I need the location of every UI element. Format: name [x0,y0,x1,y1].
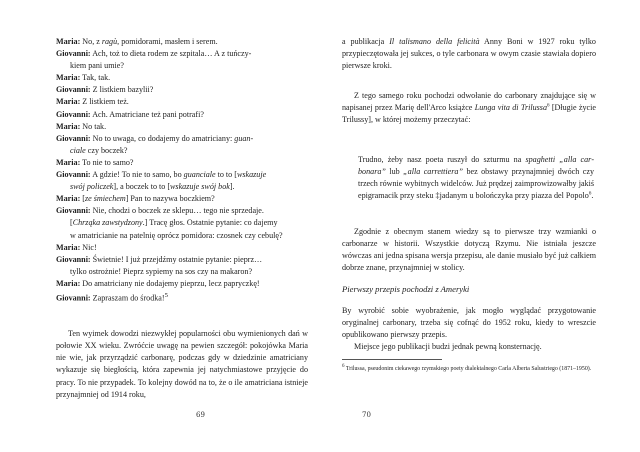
speaker-name: Maria: [56,121,81,131]
speaker-name: Giovanni: [56,293,91,303]
dialogue-line-continuation [56,230,308,242]
left-page-paragraph [56,328,308,401]
right-paragraph-4 [342,305,596,354]
dialogue-line [56,193,308,205]
dialogue-line [56,242,308,254]
footnote-text: Trilussa, pseudonim ciekawego rzymskiego poety dialektalnego Carla Alberta Salustriego (1871–1950). [344,366,592,372]
speaker-name: Giovanni: [56,170,91,180]
footnote-divider [342,359,442,360]
dialogue-line [56,278,308,290]
dialogue-line [56,157,308,169]
dialogue-text: Zapraszam do środka! [90,293,165,303]
paragraph-text: By wyrobić sobie wyobrażenie, jak mogło wyglądać przygotowanie oryginalnej carbonary, trzeba się cofnąć do 1952 roku, kiedy to wreszcie opublikowano pierwszy przepis. [342,306,596,340]
footnote [342,365,596,373]
dialogue-text: w amatricianie na patelnię oprócz pomidora: czosnek czy cebulę? [70,230,283,240]
quote-emphasis: spaghetti „alla carbonara” [358,155,595,177]
speaker-name: Maria: [56,278,81,288]
dialogue-text: Świetnie! I już przejdźmy ostatnie pytanie: pieprz… [90,254,263,264]
dialogue-text: czy boczek? [85,145,128,155]
text: Z tego samego roku pochodzi odwołanie do carbonary znajdujące się w napisanej przez Marię dell'Arco książce [342,91,596,113]
dialogue-line [56,254,308,266]
dialogue-line [56,121,308,133]
dialogue-emphasis: ze śmiechem [85,194,126,204]
dialogue-text: [ [70,218,73,228]
dialogue-text: Ach, toż to dieta rodem ze szpitala… A z tuńczy- [90,49,252,59]
dialogue-line [56,109,308,121]
dialogue-line-continuation [56,266,308,278]
footnote-ref: 5 [164,291,168,299]
dialogue-emphasis: wskazuje swój bok [170,182,230,192]
dialogue-line [56,133,308,145]
quote-emphasis: „alla carrettiera” [403,167,463,177]
dialogue-line [56,84,308,96]
dialogue-text: to to [ [215,170,237,180]
dialogue-emphasis: guan- [234,133,254,143]
dialogue-text: ]. [229,182,235,192]
dialogue-text: Nic! [80,242,97,252]
section-heading: Pierwszy przepis pochodzi z Ameryki [342,284,470,294]
dialogue-text: No, z [80,37,102,46]
speaker-name: Maria: [56,73,81,83]
paragraph-text: Ten wyimek dowodzi niezwykłej popularności obu wymienionych dań w połowie XX wieku. Zwróćcie uwagę na pewien szczegół: pokojówka Maria nie wie, jak przyrządzić carbonarę, podczas gdy w dziedzinie amatriciany wykazuje się biegłością, która zapewnia jej natychmiastowe przyjęcie do pracy. To nie przypadek. To kolejny dowód na to, że o ile amatriciana istnieje przynajmniej od 1914 roku, [56,329,308,399]
dialogue-line [56,72,308,84]
right-paragraph-2 [342,90,596,126]
dialogue-emphasis: ciale [70,145,86,155]
dialogue-text: Ach. Amatriciane też pani potrafi? [90,109,204,119]
dialogue-text: Z listkiem bazylii? [90,85,154,95]
dialogue-line [56,290,308,305]
dialogue-emphasis: swój policzek [70,182,114,192]
dialogue-text: ] Pan to nazywa boczkiem? [125,194,215,204]
dialogue-text: Tak, tak. [80,73,111,83]
page-number-right: 70 [362,411,371,419]
paragraph-text: Miejsce jego publikacji budzi jednak pewną konsternację. [354,342,542,352]
dialogue-line-continuation [56,217,308,229]
text: Trudno, żeby nasz poeta ruszył do szturmu na [358,155,526,164]
speaker-name: Giovanni: [56,206,91,216]
right-page [320,0,640,452]
speaker-name: Giovanni: [56,254,91,264]
speaker-name: Maria: [56,157,81,167]
dialogue-line [56,205,308,217]
dialogue-text: No to uwaga, co dodajemy do amatriciany: [90,133,235,143]
speaker-name: Giovanni: [56,49,91,59]
text: Anny Boni w 1927 roku tylko przypieczętowała jej sukces, o tyle carbonara w owym czasie stawiała dopiero pierwsze kroki. [342,37,596,71]
speaker-name: Giovanni: [56,133,91,143]
dialogue-line [56,96,308,108]
book-title: Lunga vita di Trilussa [474,103,547,113]
dialogue-text: tylko ostrożnie! Pieprz sypiemy na sos czy na makaron? [70,266,253,276]
dialogue-emphasis: ragù [101,37,118,46]
speaker-name: Giovanni: [56,85,91,95]
text: a publikacja [342,37,390,46]
right-paragraph-1 [342,36,596,72]
dialogue-text: Z listkiem też. [80,97,129,107]
text: [Długie życie Trilussy], w której możemy przeczytać: [342,103,596,125]
dialogue-emphasis: guanciale [183,170,216,180]
speaker-name: Maria: [56,242,81,252]
text: . [591,191,594,201]
speaker-name: Maria: [56,194,81,204]
dialogue-text: To nie to samo? [80,157,134,167]
dialogue-line [56,36,308,48]
book-title: Il talismano della felicità [389,37,480,46]
dialogue-text: [ [80,194,85,204]
speaker-name: Maria: [56,37,81,46]
text: bez obstawy przynajmniej dwóch czy trzech równie wybitnych widelców. Już prędzej zaimprowizowałby jakiś epigramacik przy steku ‡jadanym u bolończyka przy piazza del Popolo [358,167,594,201]
dialogue-text: Do amatriciany nie dodajemy pieprzu, lecz papryczkę! [80,278,260,288]
text: lub [385,167,404,177]
dialogue-text: No tak. [80,121,107,131]
dialogue-text: Nie, chodzi o boczek ze sklepu… tego nie sprzedaje. [90,206,264,216]
dialogue-line-continuation [56,60,308,72]
dialogue-emphasis: Chrząka zawstydzony [72,218,143,228]
block-quote [358,154,594,202]
dialogue-text: .] Tracę głos. Ostatnie pytanie: co dajemy [142,218,278,228]
dialogue-text: ], a boczek to to [ [113,182,171,192]
speaker-name: Giovanni: [56,109,91,119]
footnote-ref: 6 [588,191,592,197]
dialogue-text: A gdzie! To nie to samo, bo [90,170,184,180]
dialogue-line-continuation [56,145,308,157]
dialogue-line [56,48,308,60]
page-number-left: 69 [196,411,205,419]
dialogue-line [56,169,308,181]
speaker-name: Maria: [56,97,81,107]
dialogue-text: kiem pani umie? [70,61,124,71]
dialogue-excerpt [56,36,308,305]
dialogue-text: , pomidorami, masłem i serem. [117,37,218,46]
paragraph-text: Zgodnie z obecnym stanem wiedzy są to pierwsze trzy wzmianki o carbonarze w historii. Wszystkie dotyczą Rzymu. Nie istniała jeszcze wówczas ani jedna spisana wersja przepisu, ale danie musiało być już całkiem dobrze znane, przynajmniej w stolicy. [342,227,596,273]
footnote-ref: 6 [547,103,550,109]
dialogue-line-continuation [56,181,308,193]
footnote-marker: 6 [342,364,345,370]
right-paragraph-3 [342,226,596,275]
dialogue-emphasis: wskazuje [236,170,267,180]
